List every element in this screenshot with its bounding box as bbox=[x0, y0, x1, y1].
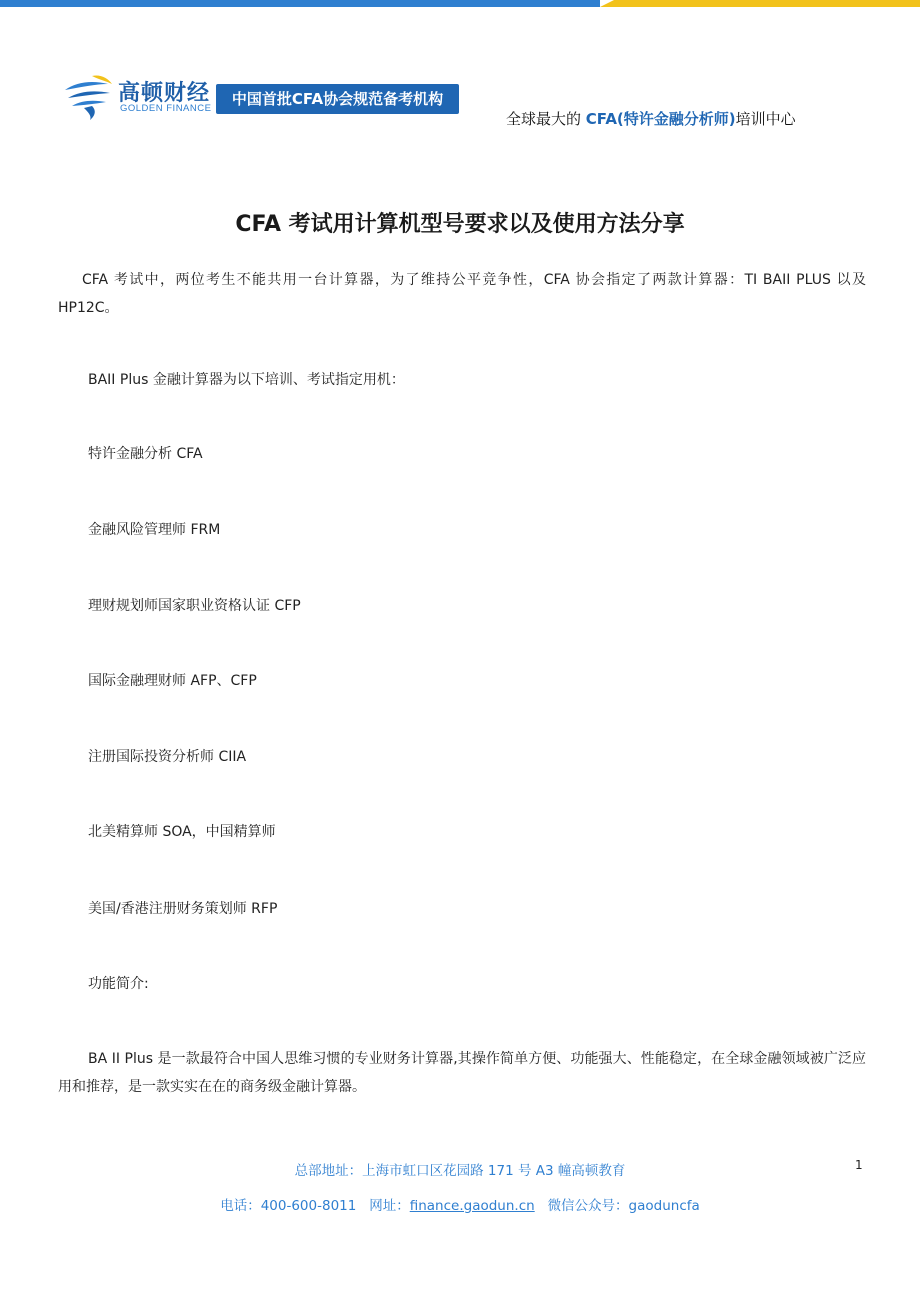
brand-name-en: GOLDEN FINANCE bbox=[120, 103, 212, 114]
footer-phone: 电话：400-600-8011 bbox=[220, 1198, 357, 1214]
footer-address: 总部地址：上海市虹口区花园路 171 号 A3 幢高顿教育 bbox=[294, 1163, 626, 1179]
features-heading: 功能简介: bbox=[88, 976, 149, 992]
brand-name-cn: 高顿财经 bbox=[118, 81, 211, 106]
footer-contact bbox=[0, 1194, 920, 1214]
tagline-highlight: CFA(特许金融分析师) bbox=[585, 110, 736, 128]
certification-item: 北美精算师 SOA，中国精算师 bbox=[88, 824, 276, 840]
golden-finance-logo bbox=[62, 70, 212, 122]
header-stripe-yellow bbox=[600, 0, 920, 7]
certification-item: 注册国际投资分析师 CIIA bbox=[88, 749, 247, 765]
certification-item: 特许金融分析 CFA bbox=[88, 446, 203, 462]
intro-paragraph: CFA 考试中，两位考生不能共用一台计算器，为了维持公平竞争性，CFA 协会指定了两款计算器：TI BAII PLUS 以及 HP12C。 bbox=[58, 272, 866, 316]
certification-item: 美国/香港注册财务策划师 RFP bbox=[88, 901, 278, 917]
certification-item: 金融风险管理师 FRM bbox=[88, 522, 221, 538]
tagline-suffix: 培训中心 bbox=[735, 110, 796, 128]
header-tagline bbox=[506, 108, 796, 129]
tagline-prefix: 全球最大的 bbox=[506, 110, 586, 128]
list-heading: BAII Plus 金融计算器为以下培训、考试指定用机： bbox=[88, 372, 405, 388]
certification-item: 理财规划师国家职业资格认证 CFP bbox=[88, 598, 301, 614]
footer-website-label: 网址： bbox=[369, 1198, 410, 1214]
certification-item: 国际金融理财师 AFP、CFP bbox=[88, 673, 257, 689]
website-link[interactable]: finance.gaodun.cn bbox=[409, 1198, 535, 1214]
page-number: 1 bbox=[855, 1158, 863, 1172]
footer-wechat: 微信公众号：gaoduncfa bbox=[547, 1198, 700, 1214]
slogan-banner: 中国首批CFA协会规范备考机构 bbox=[216, 84, 459, 114]
eagle-logo-icon bbox=[62, 70, 118, 122]
document-title: CFA 考试用计算机型号要求以及使用方法分享 bbox=[235, 212, 685, 237]
header-stripe-blue bbox=[0, 0, 600, 7]
description-paragraph: BA II Plus 是一款最符合中国人思维习惯的专业财务计算器,其操作简单方便、功能强大、性能稳定，在全球金融领域被广泛应用和推荐，是一款实实在在的商务级金融计算器。 bbox=[58, 1051, 866, 1095]
